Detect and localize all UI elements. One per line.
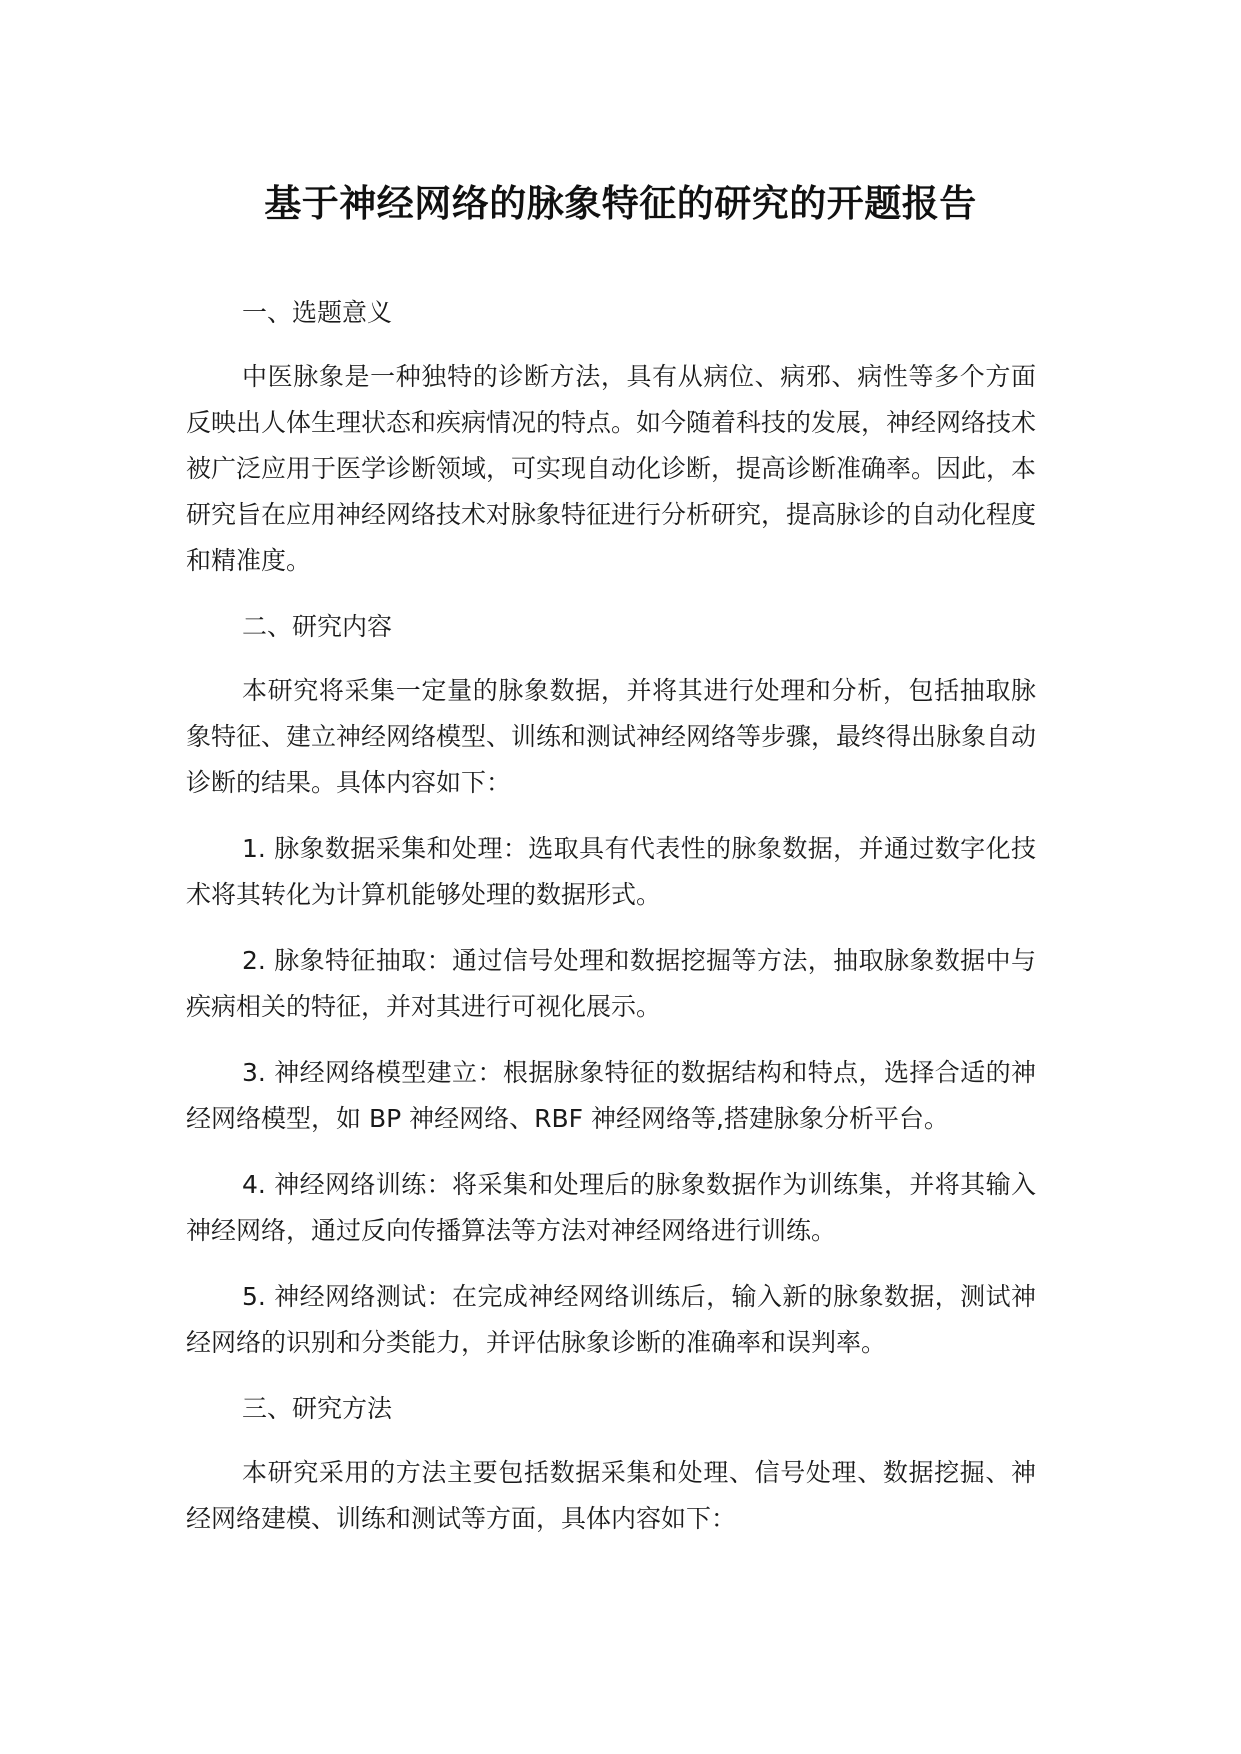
paragraph-significance: 中医脉象是一种独特的诊断方法，具有从病位、病邪、病性等多个方面反映出人体生理状态和疾病情况的特点。如今随着科技的发展，神经网络技术被广泛应用于医学诊断领域，可实现自动化诊断，提高诊断准确率。因此，本研究旨在应用神经网络技术对脉象特征进行分析研究，提高脉诊的自动化程度和精准度。	[186, 362, 1037, 575]
list-item-3: 3. 神经网络模型建立：根据脉象特征的数据结构和特点，选择合适的神经网络模型，如 BP 神经网络、RBF 神经网络等,搭建脉象分析平台。	[186, 1058, 1036, 1133]
section-heading-content: 二、研究内容	[242, 612, 393, 641]
document-body	[186, 290, 1036, 1542]
list-item-5: 5. 神经网络测试：在完成神经网络训练后，输入新的脉象数据，测试神经网络的识别和分类能力，并评估脉象诊断的准确率和误判率。	[186, 1282, 1036, 1357]
section-heading-significance: 一、选题意义	[242, 298, 393, 327]
paragraph-content-intro: 本研究将采集一定量的脉象数据，并将其进行处理和分析，包括抽取脉象特征、建立神经网络模型、训练和测试神经网络等步骤，最终得出脉象自动诊断的结果。具体内容如下：	[186, 676, 1037, 797]
section-heading-methods: 三、研究方法	[242, 1394, 393, 1423]
list-item-1: 1. 脉象数据采集和处理：选取具有代表性的脉象数据，并通过数字化技术将其转化为计算机能够处理的数据形式。	[186, 834, 1036, 909]
paragraph-methods-intro: 本研究采用的方法主要包括数据采集和处理、信号处理、数据挖掘、神经网络建模、训练和测试等方面，具体内容如下：	[186, 1458, 1036, 1533]
document-title: 基于神经网络的脉象特征的研究的开题报告	[264, 182, 977, 225]
list-item-2: 2. 脉象特征抽取：通过信号处理和数据挖掘等方法，抽取脉象数据中与疾病相关的特征，并对其进行可视化展示。	[186, 946, 1036, 1021]
list-item-4: 4. 神经网络训练：将采集和处理后的脉象数据作为训练集，并将其输入神经网络，通过反向传播算法等方法对神经网络进行训练。	[186, 1170, 1036, 1245]
